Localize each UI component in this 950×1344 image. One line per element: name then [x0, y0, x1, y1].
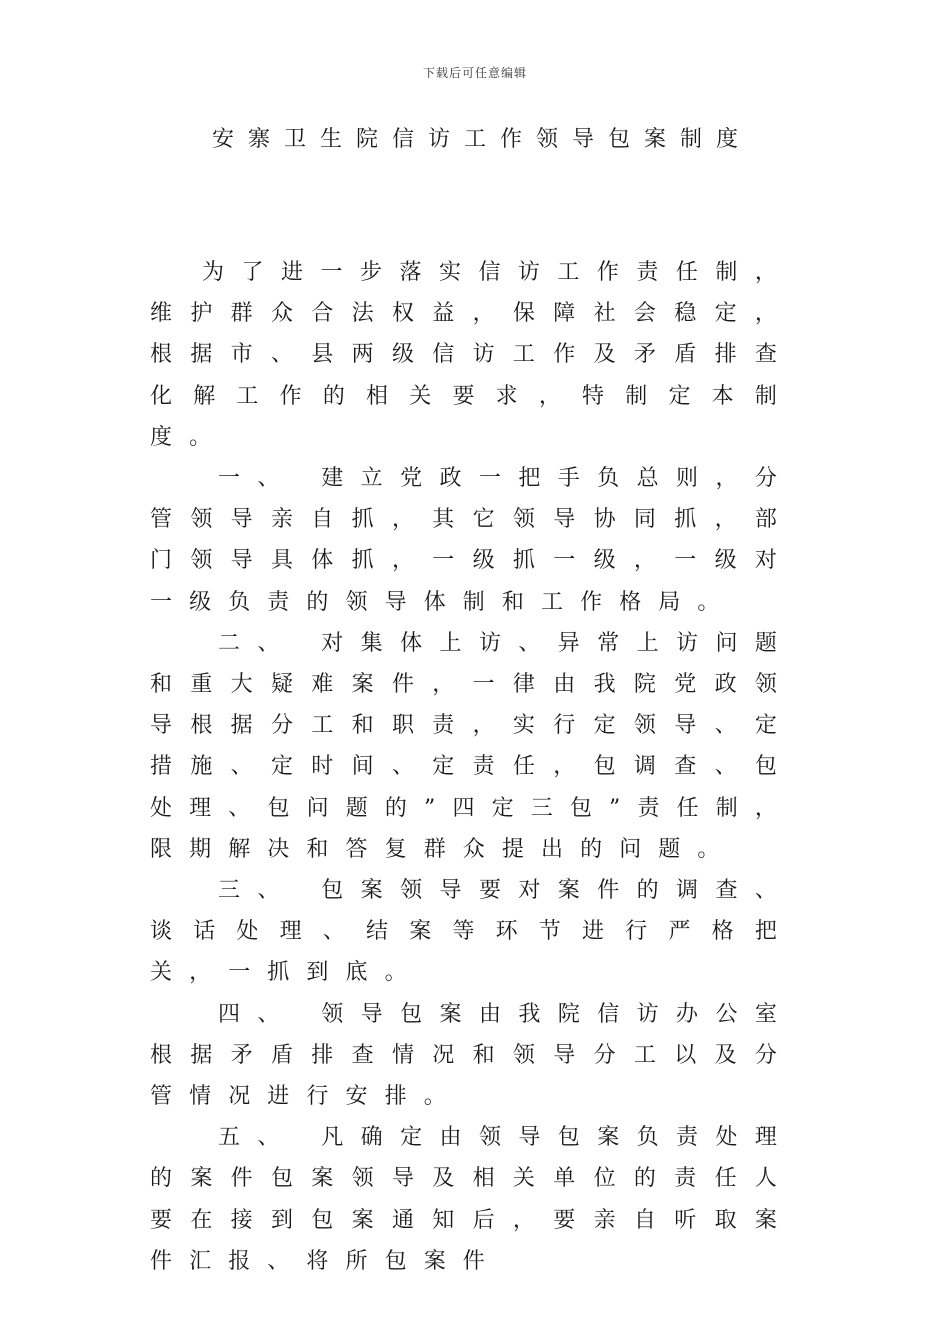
header-note: 下载后可任意编辑 [422, 66, 527, 80]
clause-1-paragraph: 一、 建立党政一把手负总则，分管领导亲自抓，其它领导协同抓，部门领导具体抓，一级抓一级，一级对一级负责的领导体制和工作格局。 [150, 466, 794, 615]
clause-3-paragraph: 三、 包案领导要对案件的调查、谈话处理、结案等环节进行严格把关，一抓到底。 [150, 878, 794, 986]
clause-5-paragraph: 五、 凡确定由领导包案负责处理的案件包案领导及相关单位的责任人要在接到包案通知后，要亲自听取案件汇报、将所包案件 [150, 1125, 794, 1274]
document-title: 安寨卫生院信访工作领导包案制度 [211, 127, 752, 152]
clause-4-paragraph: 四、 领导包案由我院信访办公室根据矛盾排查情况和领导分工以及分管情况进行安排。 [150, 1001, 794, 1110]
document-body [150, 252, 794, 1282]
intro-paragraph: 为了进一步落实信访工作责任制，维护群众合法权益，保障社会稳定，根据市、县两级信访工作及矛盾排查化解工作的相关要求，特制定本制度。 [150, 260, 794, 450]
clause-2-paragraph: 二、 对集体上访、异常上访问题和重大疑难案件，一律由我院党政领导根据分工和职责，实行定领导、定措施、定时间、定责任，包调查、包处理、包问题的”四定三包”责任制，限期解决和答复群众提出的问题。 [150, 630, 794, 862]
